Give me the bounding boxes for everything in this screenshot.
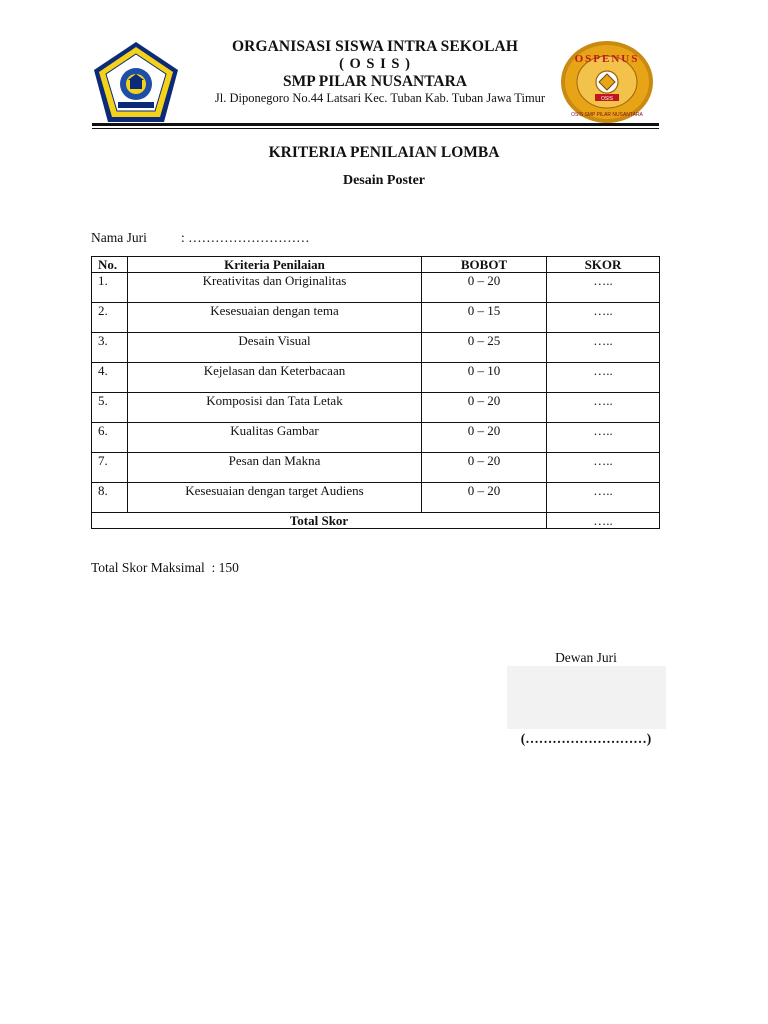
row-weight: 0 – 20 [422,423,547,453]
row-weight: 0 – 15 [422,303,547,333]
total-row [92,513,660,529]
table-row [92,483,660,513]
criteria-table [91,256,660,529]
row-criteria: Kesesuaian dengan target Audiens [128,483,422,513]
max-score-line [91,560,239,576]
row-weight: 0 – 20 [422,273,547,303]
row-weight: 0 – 25 [422,333,547,363]
row-score[interactable]: ….. [547,303,660,333]
org-abbreviation: ( O S I S ) [339,56,411,72]
header-score: SKOR [547,257,660,273]
judge-name-blank: : ……………………… [181,230,310,245]
row-score[interactable]: ….. [547,393,660,423]
row-weight: 0 – 10 [422,363,547,393]
judge-name-label: Nama Juri [91,230,147,245]
school-logo [92,40,180,124]
row-no: 6. [92,423,128,453]
row-no: 8. [92,483,128,513]
row-criteria: Komposisi dan Tata Letak [128,393,422,423]
row-score[interactable]: ….. [547,273,660,303]
svg-text:OSIS SMP PILAR NUSANTARA: OSIS SMP PILAR NUSANTARA [571,112,643,118]
row-score[interactable]: ….. [547,453,660,483]
total-label: Total Skor [92,513,547,529]
table-row [92,363,660,393]
row-weight: 0 – 20 [422,483,547,513]
row-no: 4. [92,363,128,393]
row-weight: 0 – 20 [422,393,547,423]
document-title: KRITERIA PENILAIAN LOMBA [268,144,500,161]
signature-title: Dewan Juri [555,650,617,665]
row-no: 3. [92,333,128,363]
signature-box[interactable] [507,666,666,729]
row-score[interactable]: ….. [547,333,660,363]
table-row [92,333,660,363]
school-name: SMP PILAR NUSANTARA [282,73,467,90]
row-criteria: Kesesuaian dengan tema [128,303,422,333]
osis-logo [559,40,655,124]
row-criteria: Desain Visual [128,333,422,363]
row-weight: 0 – 20 [422,453,547,483]
svg-text:OSPENUS: OSPENUS [574,53,640,65]
header-rule-thick [92,123,659,126]
row-score[interactable]: ….. [547,423,660,453]
row-no: 7. [92,453,128,483]
row-no: 2. [92,303,128,333]
row-no: 1. [92,273,128,303]
table-row [92,393,660,423]
header-no: No. [92,257,128,273]
table-row [92,453,660,483]
row-score[interactable]: ….. [547,483,660,513]
row-criteria: Kualitas Gambar [128,423,422,453]
org-name: ORGANISASI SISWA INTRA SEKOLAH [232,38,518,55]
row-criteria: Pesan dan Makna [128,453,422,483]
header-criteria: Kriteria Penilaian [128,257,422,273]
total-score[interactable]: ….. [547,513,660,529]
max-score-label: Total Skor Maksimal [91,560,205,575]
signature-name-blank: (………………………) [520,731,652,746]
document-subtitle: Desain Poster [342,173,426,188]
row-criteria: Kejelasan dan Keterbacaan [128,363,422,393]
school-address: Jl. Diponegoro No.44 Latsari Kec. Tuban Kab. Tuban Jawa Timur [214,91,546,105]
table-header-row [92,257,660,273]
table-row [92,303,660,333]
row-no: 5. [92,393,128,423]
header-weight: BOBOT [422,257,547,273]
row-criteria: Kreativitas dan Originalitas [128,273,422,303]
judge-name-field[interactable] [91,230,310,246]
table-row [92,423,660,453]
row-score[interactable]: ….. [547,363,660,393]
svg-text:OSIS: OSIS [601,96,613,102]
table-row [92,273,660,303]
max-score-value: : 150 [211,560,239,575]
header-rule-thin [92,128,659,129]
